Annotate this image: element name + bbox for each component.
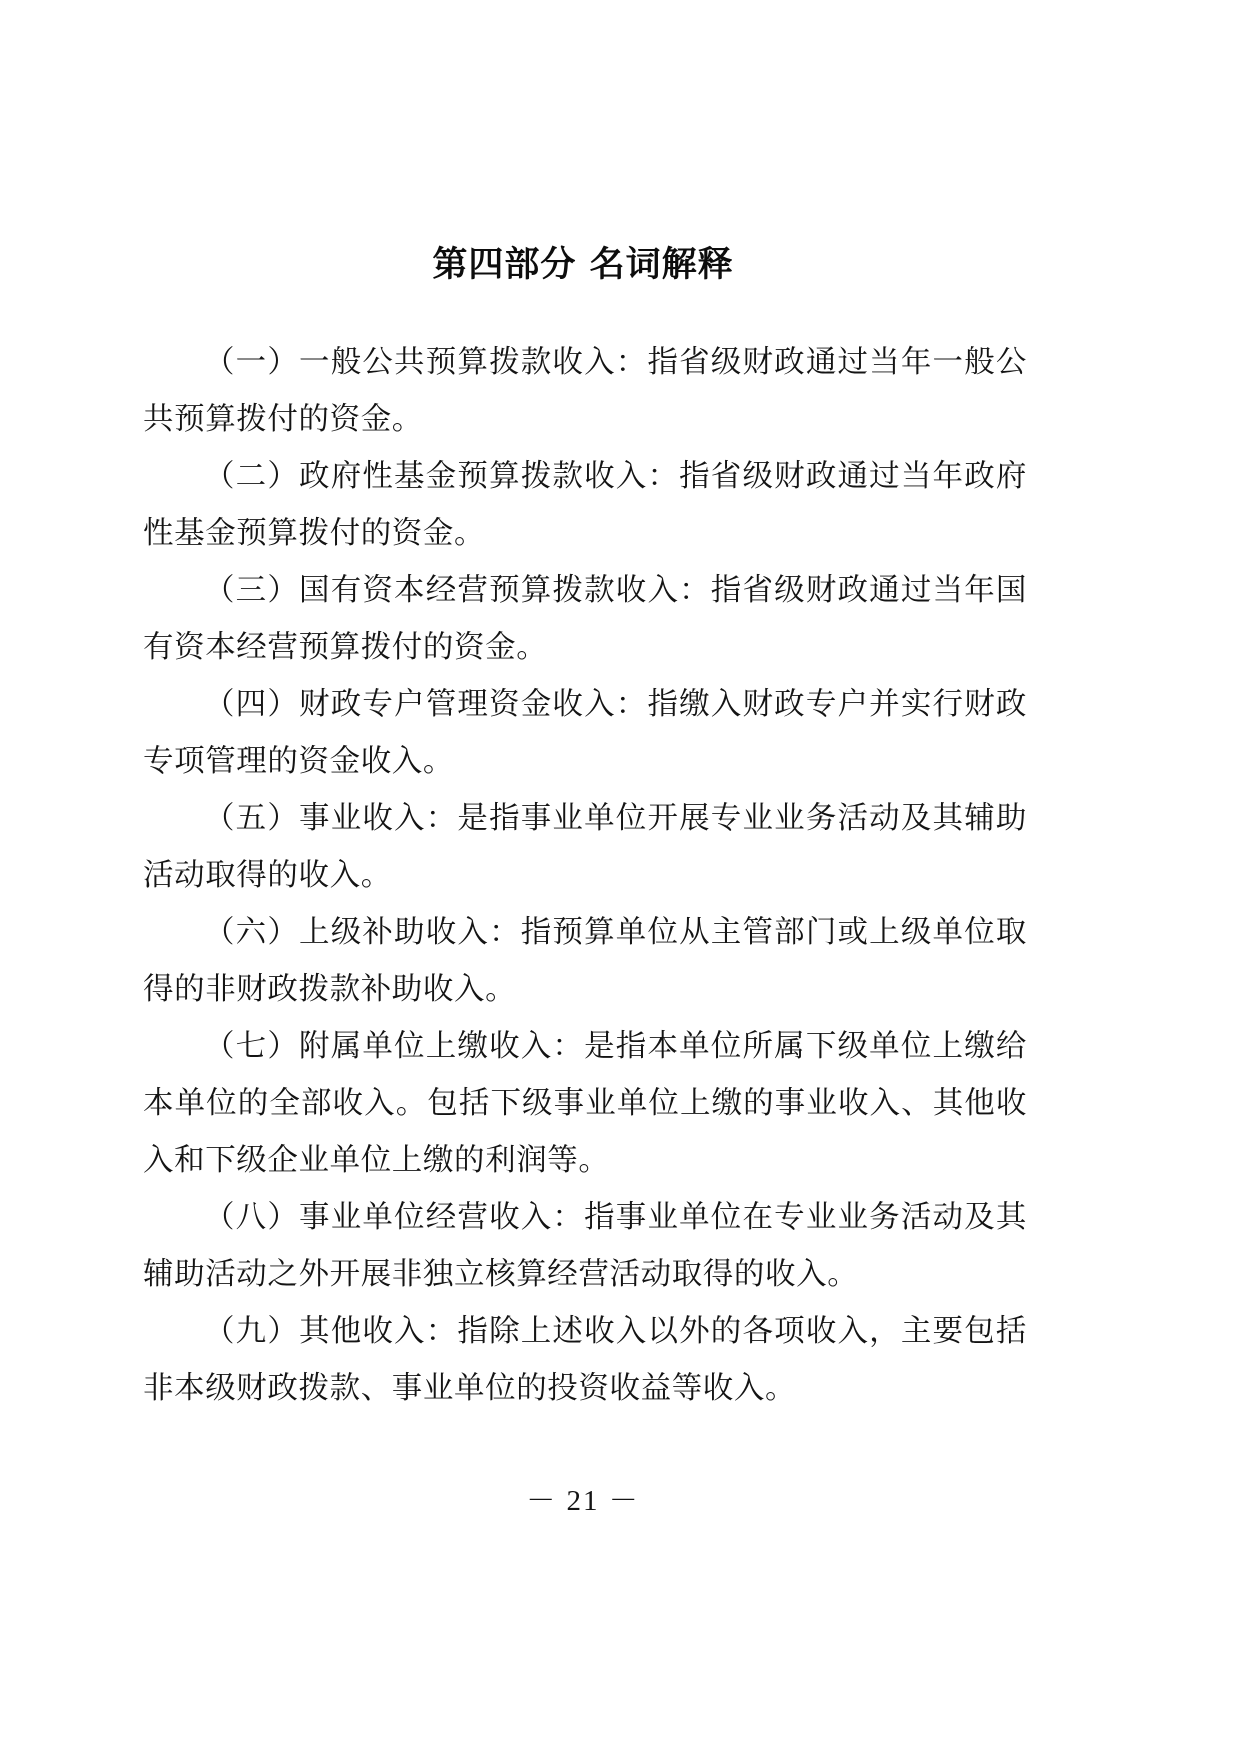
definition-paragraph-1: （一）一般公共预算拨款收入：指省级财政通过当年一般公共预算拨付的资金。 [143, 345, 1027, 437]
definition-paragraph-8: （八）事业单位经营收入：指事业单位在专业业务活动及其辅助活动之外开展非独立核算经营活动取得的收入。 [143, 1200, 1027, 1292]
definitions-list [143, 334, 1027, 1417]
definition-paragraph-9: （九）其他收入：指除上述收入以外的各项收入，主要包括非本级财政拨款、事业单位的投资收益等收入。 [143, 1314, 1027, 1406]
page-title: 第四部分 名词解释 [432, 245, 734, 285]
page-number: － 21 － [526, 1485, 640, 1517]
definition-paragraph-2: （二）政府性基金预算拨款收入：指省级财政通过当年政府性基金预算拨付的资金。 [143, 459, 1027, 551]
definition-paragraph-5: （五）事业收入：是指事业单位开展专业业务活动及其辅助活动取得的收入。 [143, 801, 1027, 893]
definition-paragraph-4: （四）财政专户管理资金收入：指缴入财政专户并实行财政专项管理的资金收入。 [143, 687, 1027, 779]
definition-paragraph-6: （六）上级补助收入：指预算单位从主管部门或上级单位取得的非财政拨款补助收入。 [143, 915, 1027, 1007]
definition-paragraph-3: （三）国有资本经营预算拨款收入：指省级财政通过当年国有资本经营预算拨付的资金。 [143, 573, 1027, 665]
definition-paragraph-7: （七）附属单位上缴收入：是指本单位所属下级单位上缴给本单位的全部收入。包括下级事业单位上缴的事业收入、其他收入和下级企业单位上缴的利润等。 [143, 1029, 1027, 1178]
